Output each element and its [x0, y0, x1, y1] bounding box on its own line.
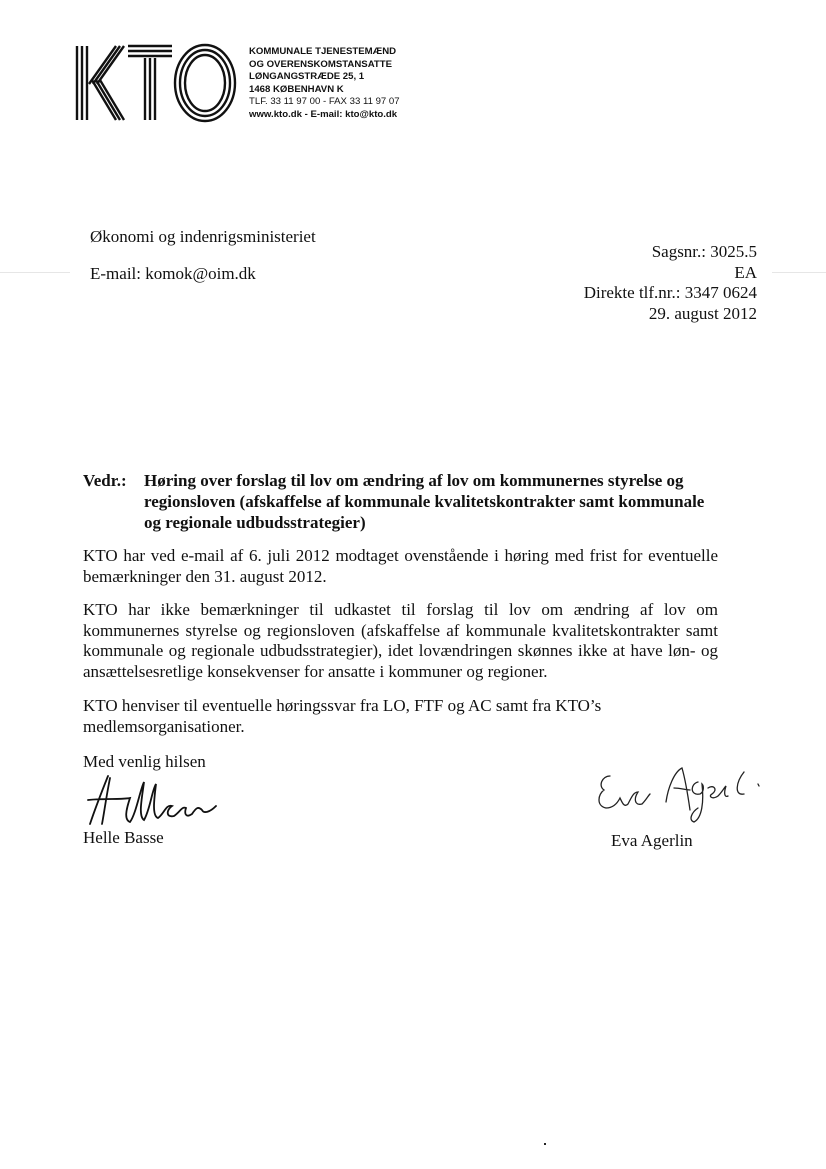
org-city: 1468 KØBENHAVN K — [249, 83, 344, 95]
reference-block — [584, 242, 757, 324]
signature-helle-basse — [86, 770, 226, 830]
signer-name-left: Helle Basse — [83, 828, 164, 847]
org-street: LØNGANGSTRÆDE 25, 1 — [249, 71, 365, 82]
closing-greeting: Med venlig hilsen — [83, 752, 206, 771]
initials: EA — [734, 262, 757, 282]
signer-name-right: Eva Agerlin — [611, 831, 693, 850]
recipient-name: Økonomi og indenrigsministeriet — [90, 227, 316, 246]
org-name-line2: OG OVERENSKOMSTANSATTE — [249, 58, 393, 70]
scan-divider — [0, 272, 70, 273]
organization-address — [249, 46, 400, 121]
org-name-line1: KOMMUNALE TJENESTEMÆND — [249, 46, 397, 57]
subject-text: Høring over forslag til lov om ændring af lov om kommunernes styrelse og regionsloven (afskaffelse af kommunale kvalitetskontrakter samt kommunale og regionale udbudsstrategier) — [144, 471, 705, 532]
body-paragraph-1: KTO har ved e-mail af 6. juli 2012 modtaget ovenstående i høring med frist for eventuelle bemærkninger den 31. august 2012. — [83, 546, 718, 586]
org-phone-fax: TLF. 33 11 97 00 - FAX 33 11 97 07 — [249, 96, 400, 107]
subject-line — [83, 470, 723, 533]
recipient-email: E-mail: komok@oim.dk — [90, 264, 256, 283]
recipient-block — [90, 226, 316, 284]
body-paragraph-3: KTO henviser til eventuelle høringssvar fra LO, FTF og AC samt fra KTO’s medlemsorganisationer. — [83, 696, 602, 736]
subject-prefix: Vedr.: — [83, 471, 127, 490]
org-web-email: www.kto.dk - E-mail: kto@kto.dk — [249, 108, 398, 120]
signature-eva-agerlin — [594, 762, 764, 832]
scan-speck — [544, 1143, 546, 1145]
scan-divider — [772, 272, 826, 273]
case-number: Sagsnr.: 3025.5 — [651, 242, 757, 261]
direct-phone: Direkte tlf.nr.: 3347 0624 — [583, 283, 757, 302]
letter-date: 29. august 2012 — [648, 303, 757, 323]
kto-logo — [72, 40, 240, 126]
body-paragraph-2: KTO har ikke bemærkninger til udkastet til forslag til lov om ændring af lov om kommunernes styrelse og regionsloven (afskaffelse af kommunale kvalitetskontrakter samt kommunale og regionale udbudsstrategier), idet lovændringen skønnes ikke at have løn- og ansættelsesretlige konsekvenser for ansatte i kommuner og regioner. — [83, 600, 718, 681]
